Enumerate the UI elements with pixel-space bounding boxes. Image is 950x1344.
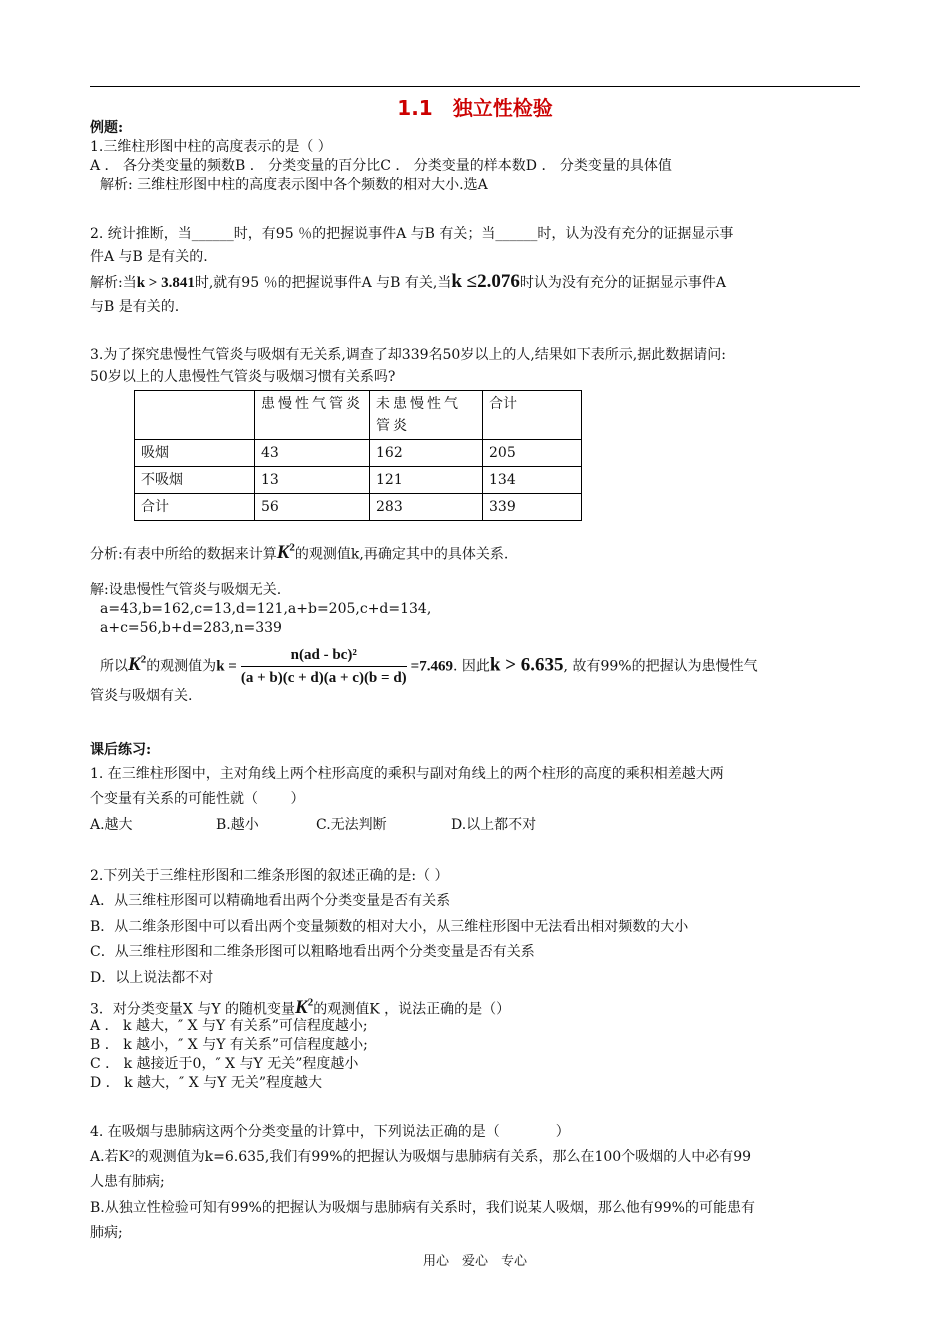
exercise1-option-c: C.无法判断 xyxy=(316,817,387,833)
solution-line1: 解:设患慢性气管炎与吸烟无关. xyxy=(90,582,282,598)
formula-fraction xyxy=(241,645,407,688)
example2-line1: 2. 统计推断，当______时，有95 ％的把握说事件A 与B 有关；当______时，认为没有充分的证据显示事 xyxy=(90,226,734,242)
example2-cond2: k ≤2.076 xyxy=(451,271,520,292)
table-cell: 不吸烟 xyxy=(135,467,255,494)
table-row xyxy=(135,494,582,521)
example1-analysis: 解析: 三维柱形图中柱的高度表示图中各个频数的相对大小.选A xyxy=(100,177,488,193)
exercises-heading: 课后练习: xyxy=(90,742,152,758)
k-squared-symbol: $K^2$ xyxy=(128,654,147,676)
table-row xyxy=(135,467,582,494)
exercise1-option-d: D.以上都不对 xyxy=(451,817,537,833)
table-cell: 13 xyxy=(255,467,370,494)
table-header-cell: 未患慢性气管炎 xyxy=(370,391,483,440)
example2-cond1: k > 3.841 xyxy=(136,275,195,291)
formula-denominator: (a + b)(c + d)(a + c)(b = d) xyxy=(240,669,407,686)
example2-analysis xyxy=(90,272,726,293)
exercise3-stem-post: 的观测值K ，说法正确的是（） xyxy=(313,1001,511,1018)
exercise1-line1: 1. 在三维柱形图中，主对角线上两个柱形高度的乘积与副对角线上的两个柱形的高度的乘积相差越大两 xyxy=(90,766,724,782)
example2-analysis-post: 时认为没有充分的证据显示事件A xyxy=(519,275,726,291)
k-squared-symbol: $K^2$ xyxy=(276,542,295,564)
exercise1-option-a: A.越大 xyxy=(90,817,133,833)
example2-analysis-mid: 时,就有95 ％的把握说事件A 与B 有关,当 xyxy=(194,275,452,291)
table-header-cell: 患慢性气管炎 xyxy=(255,391,370,440)
solution-line5: 管炎与吸烟有关. xyxy=(90,688,193,704)
example3-line2: 50岁以上的人患慢性气管炎与吸烟习惯有关系吗? xyxy=(90,369,396,385)
table-cell: 43 xyxy=(255,440,370,467)
exercise2-option-c: C．从三维柱形图和二维条形图可以粗略地看出两个分类变量是否有关系 xyxy=(90,944,535,960)
table-cell: 吸烟 xyxy=(135,440,255,467)
page-footer: 用心 爱心 专心 xyxy=(422,1254,527,1269)
example3-line1: 3.为了探究患慢性气管炎与吸烟有无关系,调查了却339名50岁以上的人,结果如下表所示,据此数据请问: xyxy=(90,347,726,363)
exercise1-line2: 个变量有关系的可能性就（ ） xyxy=(90,791,305,807)
exercise4-option-b-line1: B.从独立性检验可知有99%的把握认为吸烟与患肺病有关系时，我们说某人吸烟，那么他有99%的可能患有 xyxy=(90,1200,755,1216)
exercise2-option-a: A．从三维柱形图可以精确地看出两个分类变量是否有关系 xyxy=(90,893,451,909)
example2-line2: 件A 与B 是有关的. xyxy=(90,249,208,265)
exercise1-option-b: B.越小 xyxy=(216,817,259,833)
solution-cond: k > 6.635 xyxy=(489,654,564,676)
exercise3-stem-pre: 3．对分类变量X 与Y 的随机变量 xyxy=(90,1001,296,1018)
example1-options: A ． 各分类变量的频数B ． 分类变量的百分比C ． 分类变量的样本数D ． 分类变量的具体值 xyxy=(90,158,672,174)
solution-formula-line xyxy=(100,640,758,688)
example3-analysis-post: 的观测值k,再确定其中的具体关系. xyxy=(294,546,509,563)
table-cell: 283 xyxy=(370,494,483,521)
page-title: 1.1 独立性检验 xyxy=(397,96,553,120)
exercise2-option-d: D．以上说法都不对 xyxy=(90,970,214,986)
solution-post: , 故有99%的把握认为患慢性气 xyxy=(563,658,758,675)
solution-pre: 所以 xyxy=(100,658,128,675)
solution-line2: a=43,b=162,c=13,d=121,a+b=205,c+d=134, xyxy=(100,601,432,617)
table-cell: 162 xyxy=(370,440,483,467)
exercise2-option-b: B．从二维条形图中可以看出两个变量频数的相对大小，从三维柱形图中无法看出相对频数的大小 xyxy=(90,919,689,935)
exercise3-option-a: A ． k 越大，″ X 与Y 有关系”可信程度越小; xyxy=(90,1018,368,1034)
exercise4-stem: 4. 在吸烟与患肺病这两个分类变量的计算中，下列说法正确的是（ ） xyxy=(90,1124,570,1140)
example2-analysis-pre: 解析:当 xyxy=(90,275,137,291)
exercise1-options xyxy=(90,815,536,835)
exercise3-option-c: C ． k 越接近于0，″ X 与Y 无关”程度越小 xyxy=(90,1056,359,1072)
table-cell: 134 xyxy=(483,467,582,494)
example3-analysis xyxy=(90,538,508,564)
table-header-cell: 合计 xyxy=(483,391,582,440)
table-row xyxy=(135,440,582,467)
header-rule xyxy=(90,86,860,87)
smoking-table xyxy=(134,390,582,521)
table-header-row xyxy=(135,391,582,440)
table-cell: 121 xyxy=(370,467,483,494)
example1-stem: 1.三维柱形图中柱的高度表示的是（ ） xyxy=(90,139,332,155)
exercise4-option-a-line2: 人患有肺病; xyxy=(90,1174,165,1190)
exercise3-option-b: B ． k 越小，″ X 与Y 有关系”可信程度越小; xyxy=(90,1037,368,1053)
formula-lhs: k = xyxy=(216,658,237,675)
table-cell: 56 xyxy=(255,494,370,521)
table-cell: 339 xyxy=(483,494,582,521)
solution-mid2: . 因此 xyxy=(452,658,490,675)
formula-rhs: =7.469 xyxy=(410,658,453,675)
table-header-cell xyxy=(135,391,255,440)
formula-numerator: n(ad - bc)² xyxy=(241,645,407,667)
exercise2-stem: 2.下列关于三维柱形图和二维条形图的叙述正确的是:（ ） xyxy=(90,868,449,884)
k-squared-symbol: $K^2$ xyxy=(295,997,314,1019)
example2-analysis-line2: 与B 是有关的. xyxy=(90,299,180,315)
exercise3-option-d: D ． k 越大，″ X 与Y 无关”程度越大 xyxy=(90,1075,323,1091)
solution-mid: 的观测值为 xyxy=(146,658,217,675)
table-cell: 205 xyxy=(483,440,582,467)
exercise4-option-b-line2: 肺病; xyxy=(90,1225,123,1241)
exercise4-option-a-line1: A.若K²的观测值为k=6.635,我们有99%的把握认为吸烟与患肺病有关系，那么在100个吸烟的人中必有99 xyxy=(90,1149,752,1165)
examples-heading: 例题: xyxy=(90,120,124,136)
solution-line3: a+c=56,b+d=283,n=339 xyxy=(100,620,282,636)
table-cell: 合计 xyxy=(135,494,255,521)
example3-analysis-pre: 分析:有表中所给的数据来计算 xyxy=(90,546,277,563)
